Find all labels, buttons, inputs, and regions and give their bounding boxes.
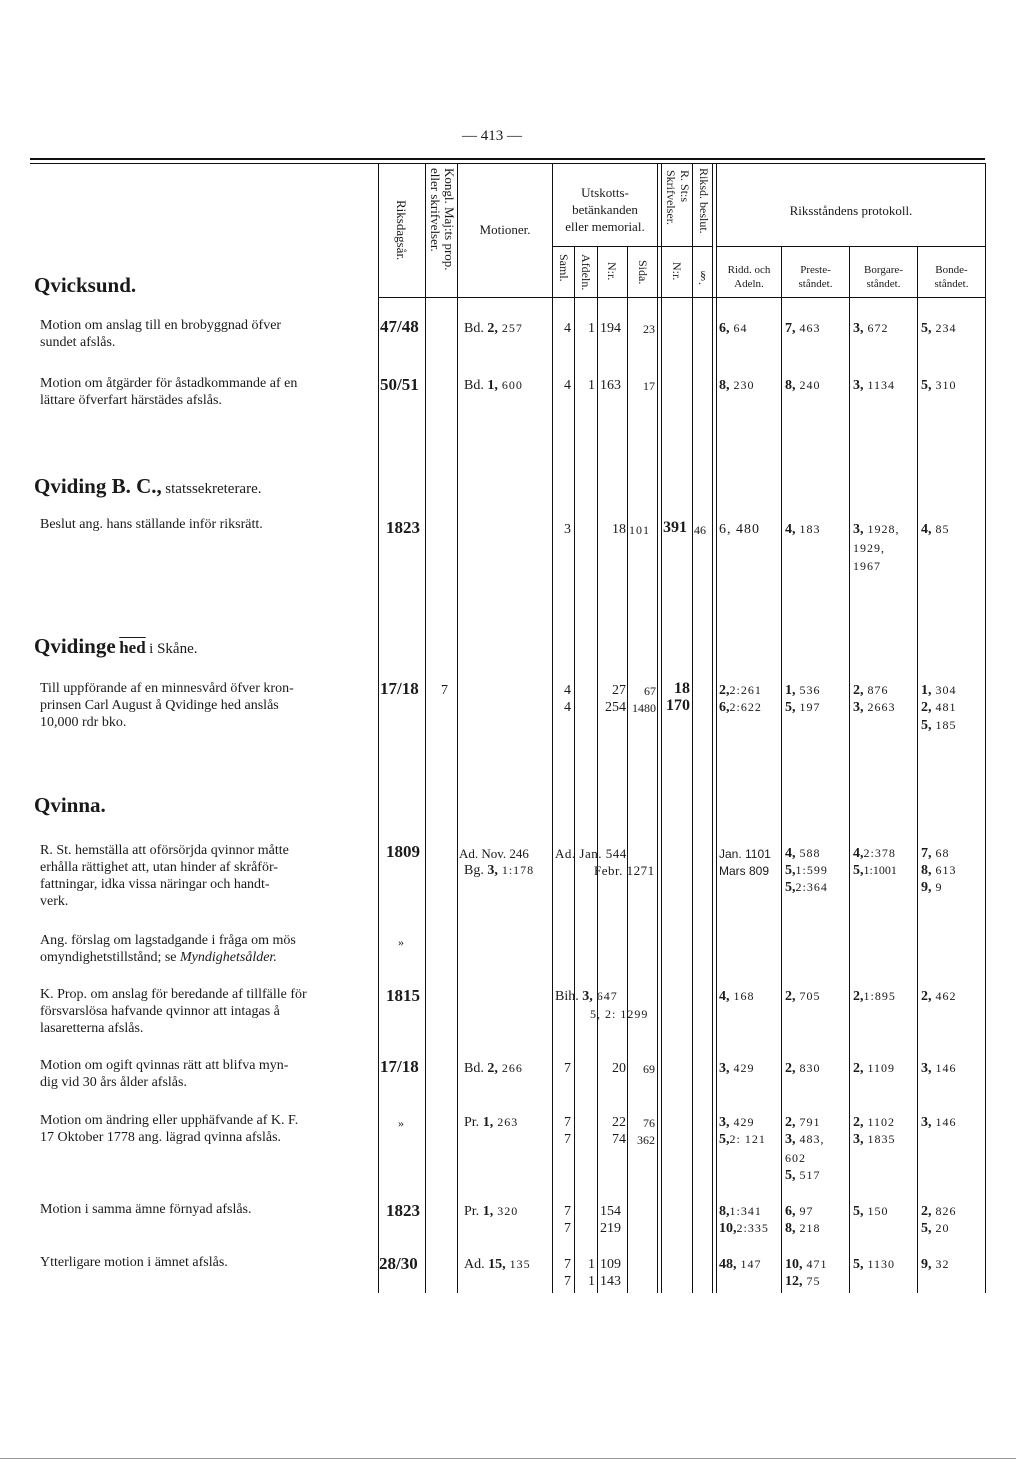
entry-motion: Bd. 1, 600 bbox=[464, 378, 523, 393]
entry-prest: 5, 517 bbox=[785, 1168, 821, 1183]
entry-prest: 7, 463 bbox=[785, 321, 821, 336]
entry-borg: 2, 1102 bbox=[853, 1115, 896, 1130]
col-rule-prest bbox=[849, 246, 850, 1293]
entry-saml: 7 bbox=[564, 1115, 571, 1130]
rsts-subheader-rule bbox=[658, 246, 712, 247]
header-ridd-1: Ridd. och bbox=[727, 264, 771, 276]
entry-text: sundet afslås. bbox=[40, 335, 116, 350]
entry-saml: 4 bbox=[564, 683, 571, 698]
col-rule-beslut bbox=[712, 163, 713, 1293]
entry-ridd: Mars 809 bbox=[719, 864, 770, 878]
entry-nr: 163 bbox=[600, 378, 621, 393]
entry-borg: 2,1:895 bbox=[853, 989, 896, 1004]
entry-motion: Ad. 15, 135 bbox=[464, 1257, 531, 1272]
entry-prest: 4, 588 bbox=[785, 846, 821, 861]
entry-borg: 3, 672 bbox=[853, 321, 889, 336]
entry-afdeln: 1 bbox=[588, 1257, 595, 1272]
entry-borg: 5,1:1001 bbox=[853, 863, 897, 878]
entry-motion: Bd. 2, 257 bbox=[464, 321, 523, 336]
header-paragraf: §. bbox=[696, 268, 710, 285]
header-prest-2: ståndet. bbox=[798, 278, 833, 290]
entry-borg: 2, 1109 bbox=[853, 1061, 896, 1076]
top-rule-thin bbox=[30, 163, 985, 164]
entry-bonde: 2, 462 bbox=[921, 989, 957, 1004]
entry-borg: 3, 1928, bbox=[853, 522, 900, 537]
entry-year: 28/30 bbox=[379, 1254, 418, 1273]
entry-nr: 194 bbox=[600, 321, 621, 336]
entry-ridd: 3, 429 bbox=[719, 1061, 755, 1076]
entry-saml: 4 bbox=[564, 700, 571, 715]
header-borg-2: ståndet. bbox=[866, 278, 901, 290]
entry-bonde: 5, 185 bbox=[921, 718, 957, 733]
entry-text: Motion om åtgärder för åstadkommande af en bbox=[40, 376, 298, 391]
entry-prest: 10, 471 bbox=[785, 1257, 828, 1272]
entry-afdeln: 1 bbox=[588, 378, 595, 393]
entry-utskott: Bih. 3, 647 bbox=[555, 989, 618, 1004]
entry-year: » bbox=[398, 935, 404, 949]
entry-prest: 2, 791 bbox=[785, 1115, 821, 1130]
entry-prop: 7 bbox=[441, 683, 448, 698]
entry-sida: 1480 bbox=[632, 701, 656, 715]
entry-prest: 2, 705 bbox=[785, 989, 821, 1004]
entry-prest: 5,1:599 bbox=[785, 863, 828, 878]
entry-ridd: Jan. 1101 bbox=[719, 847, 771, 861]
header-borg-1: Borgare- bbox=[864, 264, 903, 276]
entry-saml: 4 bbox=[564, 321, 571, 336]
entry-utskott: Ad. Jan. 544 bbox=[555, 846, 627, 861]
entry-text: 17 Oktober 1778 ang. lägrad qvinna afslås. bbox=[40, 1130, 282, 1145]
entry-sida: 23 bbox=[643, 322, 655, 336]
entry-borg: 3, 2663 bbox=[853, 700, 896, 715]
entry-sida: 362 bbox=[637, 1133, 655, 1147]
header-kongl-prop: Kongl. Maj:ts prop. eller skrifvelser. bbox=[428, 168, 457, 271]
entry-nr: 154 bbox=[600, 1204, 621, 1219]
entry-text: Motion om anslag till en brobyggnad öfver bbox=[40, 318, 282, 333]
entry-ridd: 3, 429 bbox=[719, 1115, 755, 1130]
col-rule-rsts bbox=[692, 163, 693, 1293]
entry-rsts-nr: 18 bbox=[674, 680, 690, 697]
entry-nr: 22 bbox=[612, 1115, 626, 1130]
col-rule-motioner bbox=[457, 163, 458, 1293]
entry-sida: 67 bbox=[644, 684, 656, 698]
entry-year: 1823 bbox=[386, 1201, 420, 1220]
section-heading-qvidinge: Qvidinge $\overline{hed}$ i Skåne. bbox=[34, 634, 198, 658]
header-betankanden: betänkanden bbox=[572, 202, 638, 217]
entry-bonde: 2, 826 bbox=[921, 1204, 957, 1219]
entry-text: Motion om ändring eller upphäfvande af K. F. bbox=[40, 1113, 299, 1128]
utskotts-subheader-rule bbox=[553, 246, 657, 247]
top-rule bbox=[30, 158, 985, 160]
entry-bonde: 8, 613 bbox=[921, 863, 957, 878]
entry-nr: 143 bbox=[600, 1274, 621, 1289]
entry-saml: 7 bbox=[564, 1061, 571, 1076]
entry-text: 10,000 rdr bko. bbox=[40, 715, 127, 730]
entry-prest: 6, 97 bbox=[785, 1204, 814, 1219]
entry-prest: 1, 536 bbox=[785, 683, 821, 698]
entry-borg: 4,2:378 bbox=[853, 846, 896, 861]
entry-borg: 2, 876 bbox=[853, 683, 889, 698]
entry-year: 1809 bbox=[386, 842, 420, 861]
entry-year: 17/18 bbox=[380, 679, 419, 698]
col-rule-borg bbox=[917, 246, 918, 1293]
entry-ridd: 2,2:261 bbox=[719, 683, 762, 698]
entry-utskott: Febr. 1271 bbox=[594, 863, 655, 878]
entry-sida: 76 bbox=[643, 1116, 655, 1130]
entry-text: fattningar, idka vissa näringar och handt- bbox=[40, 877, 270, 892]
section-heading-qvinna: Qvinna. bbox=[34, 793, 106, 817]
col-rule-beslut-double bbox=[716, 163, 717, 1293]
entry-ridd: 6,2:622 bbox=[719, 700, 762, 715]
entry-saml: 7 bbox=[564, 1132, 571, 1147]
header-nr: N:r. bbox=[605, 262, 619, 281]
entry-saml: 7 bbox=[564, 1257, 571, 1272]
col-rule-saml bbox=[574, 246, 575, 1293]
header-motioner: Motioner. bbox=[479, 222, 531, 237]
entry-prest: 8, 218 bbox=[785, 1221, 821, 1236]
entry-afdeln: 1 bbox=[588, 1274, 595, 1289]
section-heading-qvicksund: Qvicksund. bbox=[34, 273, 137, 297]
entry-text: verk. bbox=[40, 894, 69, 909]
col-rule-sida-double bbox=[661, 163, 662, 1293]
entry-text: R. St. hemställa att oförsörjda qvinnor måtte bbox=[40, 843, 289, 858]
entry-bonde: 9, 9 bbox=[921, 880, 943, 895]
entry-borg: 1967 bbox=[853, 559, 881, 573]
entry-nr: 109 bbox=[600, 1257, 621, 1272]
entry-bonde: 2, 481 bbox=[921, 700, 957, 715]
col-rule-prop bbox=[425, 163, 426, 1293]
entry-prest: 5, 197 bbox=[785, 700, 821, 715]
entry-ridd: 5,2: 121 bbox=[719, 1132, 766, 1147]
col-rule-sida bbox=[657, 163, 658, 1293]
entry-rsts-nr: 391 bbox=[663, 519, 687, 536]
entry-ridd: 48, 147 bbox=[719, 1257, 762, 1272]
entry-year: » bbox=[398, 1116, 404, 1130]
entry-ridd: 4, 168 bbox=[719, 989, 755, 1004]
entry-motion: Pr. 1, 263 bbox=[464, 1115, 519, 1130]
entry-text: dig vid 30 års ålder afslås. bbox=[40, 1075, 187, 1090]
entry-motion: Bd. 2, 266 bbox=[464, 1061, 523, 1076]
entry-bonde: 5, 310 bbox=[921, 378, 957, 393]
entry-bonde: 5, 234 bbox=[921, 321, 957, 336]
col-rule-right bbox=[985, 163, 986, 1293]
protokoll-subheader-rule bbox=[716, 246, 986, 247]
header-ridd-2: Adeln. bbox=[734, 278, 764, 290]
entry-paragraf: 46 bbox=[694, 523, 706, 537]
entry-ridd: 10,2:335 bbox=[719, 1221, 769, 1236]
page-number: — 413 — bbox=[462, 128, 522, 144]
entry-borg: 1929, bbox=[853, 541, 885, 555]
entry-prest: 3, 483, bbox=[785, 1132, 825, 1147]
entry-text: Motion i samma ämne förnyad afslås. bbox=[40, 1202, 252, 1217]
entry-text: erhålla rättighet att, utan hinder af skråför- bbox=[40, 860, 278, 875]
entry-bonde: 9, 32 bbox=[921, 1257, 950, 1272]
entry-borg: 5, 150 bbox=[853, 1204, 889, 1219]
entry-bonde: 3, 146 bbox=[921, 1061, 957, 1076]
entry-text: Beslut ang. hans ställande inför riksrätt. bbox=[40, 517, 263, 532]
entry-bonde: 3, 146 bbox=[921, 1115, 957, 1130]
entry-afdeln: 1 bbox=[588, 321, 595, 336]
entry-saml: 7 bbox=[564, 1221, 571, 1236]
entry-borg: 3, 1134 bbox=[853, 378, 896, 393]
header-rsts-skrifvelser: R. St:s Skrifvelser. bbox=[664, 170, 692, 225]
header-riksstandens-protokoll: Riksståndens protokoll. bbox=[789, 203, 913, 218]
header-bonde-1: Bonde- bbox=[935, 264, 968, 276]
entry-year: 47/48 bbox=[380, 317, 419, 336]
entry-ridd: 6, 480 bbox=[719, 522, 760, 537]
entry-bonde: 1, 304 bbox=[921, 683, 957, 698]
header-riksd-beslut: Riksd. beslut. bbox=[697, 168, 711, 234]
entry-bonde: 4, 85 bbox=[921, 522, 950, 537]
entry-bonde: 7, 68 bbox=[921, 846, 950, 861]
entry-nr: 20 bbox=[612, 1061, 626, 1076]
entry-prest: 4, 183 bbox=[785, 522, 821, 537]
entry-bonde: 5, 20 bbox=[921, 1221, 950, 1236]
header-riksdagsar: Riksdagsår. bbox=[394, 200, 409, 261]
header-bonde-2: ståndet. bbox=[934, 278, 969, 290]
header-saml: Saml. bbox=[557, 254, 571, 282]
entry-motion: Bg. 3, 1:178 bbox=[464, 863, 535, 878]
header-utskotts: Utskotts- bbox=[581, 185, 629, 200]
entry-nr: 219 bbox=[600, 1221, 621, 1236]
header-afdeln: Afdeln. bbox=[579, 254, 593, 291]
scan-edge bbox=[0, 1458, 1016, 1459]
entry-text: lasaretterna afslås. bbox=[40, 1021, 144, 1036]
header-nr-2: N:r. bbox=[670, 262, 684, 281]
entry-text: prinsen Carl August å Qvidinge hed anslås bbox=[40, 698, 279, 713]
entry-year: 17/18 bbox=[380, 1057, 419, 1076]
entry-rsts-nr: 170 bbox=[666, 697, 690, 714]
entry-prest: 602 bbox=[785, 1151, 806, 1165]
entry-prest: 2, 830 bbox=[785, 1061, 821, 1076]
entry-sida: 101 bbox=[629, 523, 650, 537]
entry-year: 1815 bbox=[386, 986, 420, 1005]
entry-ridd: 8,1:341 bbox=[719, 1204, 762, 1219]
entry-motion: Ad. Nov. 246 bbox=[459, 846, 529, 861]
entry-text: Ytterligare motion i ämnet afslås. bbox=[40, 1255, 228, 1270]
entry-nr: 27 bbox=[612, 683, 626, 698]
col-rule-ridd bbox=[781, 246, 782, 1293]
entry-saml: 4 bbox=[564, 378, 571, 393]
entry-borg: 5, 1130 bbox=[853, 1257, 896, 1272]
entry-text: K. Prop. om anslag för beredande af tillfälle för bbox=[40, 987, 307, 1002]
entry-text: lättare öfverfart härstädes afslås. bbox=[40, 393, 222, 408]
entry-utskott: 5, 2: 1299 bbox=[590, 1007, 649, 1021]
col-rule-riksdagsar bbox=[378, 163, 379, 1293]
entry-motion: Pr. 1, 320 bbox=[464, 1204, 519, 1219]
entry-sida: 69 bbox=[643, 1062, 655, 1076]
header-eller-memorial: eller memorial. bbox=[565, 219, 645, 234]
entry-year: 50/51 bbox=[380, 375, 419, 394]
entry-nr: 74 bbox=[612, 1132, 626, 1147]
entry-saml: 7 bbox=[564, 1204, 571, 1219]
entry-text: försvarslösa hafvande qvinnor att intagas å bbox=[40, 1004, 280, 1019]
entry-prest: 8, 240 bbox=[785, 378, 821, 393]
entry-sida: 17 bbox=[643, 379, 655, 393]
entry-borg: 3, 1835 bbox=[853, 1132, 896, 1147]
entry-nr: 18 bbox=[612, 522, 626, 537]
entry-prest: 5,2:364 bbox=[785, 880, 828, 895]
entry-prest: 12, 75 bbox=[785, 1274, 821, 1289]
entry-saml: 3 bbox=[564, 522, 571, 537]
entry-text: omyndighetstillstånd; se Myndighetsålder. bbox=[40, 950, 277, 965]
entry-nr: 254 bbox=[605, 700, 626, 715]
entry-text: Till uppförande af en minnesvård öfver kron- bbox=[40, 681, 294, 696]
section-heading-qviding: Qviding B. C., statssekreterare. bbox=[34, 474, 262, 498]
header-bottom-rule bbox=[378, 297, 986, 298]
entry-year: 1823 bbox=[386, 518, 420, 537]
entry-ridd: 8, 230 bbox=[719, 378, 755, 393]
entry-text: Ang. förslag om lagstadgande i fråga om mös bbox=[40, 933, 296, 948]
header-sida: Sida. bbox=[636, 260, 650, 285]
entry-saml: 7 bbox=[564, 1274, 571, 1289]
entry-text: Motion om ogift qvinnas rätt att blifva myn- bbox=[40, 1058, 289, 1073]
header-prest-1: Preste- bbox=[800, 264, 831, 276]
entry-ridd: 6, 64 bbox=[719, 321, 748, 336]
